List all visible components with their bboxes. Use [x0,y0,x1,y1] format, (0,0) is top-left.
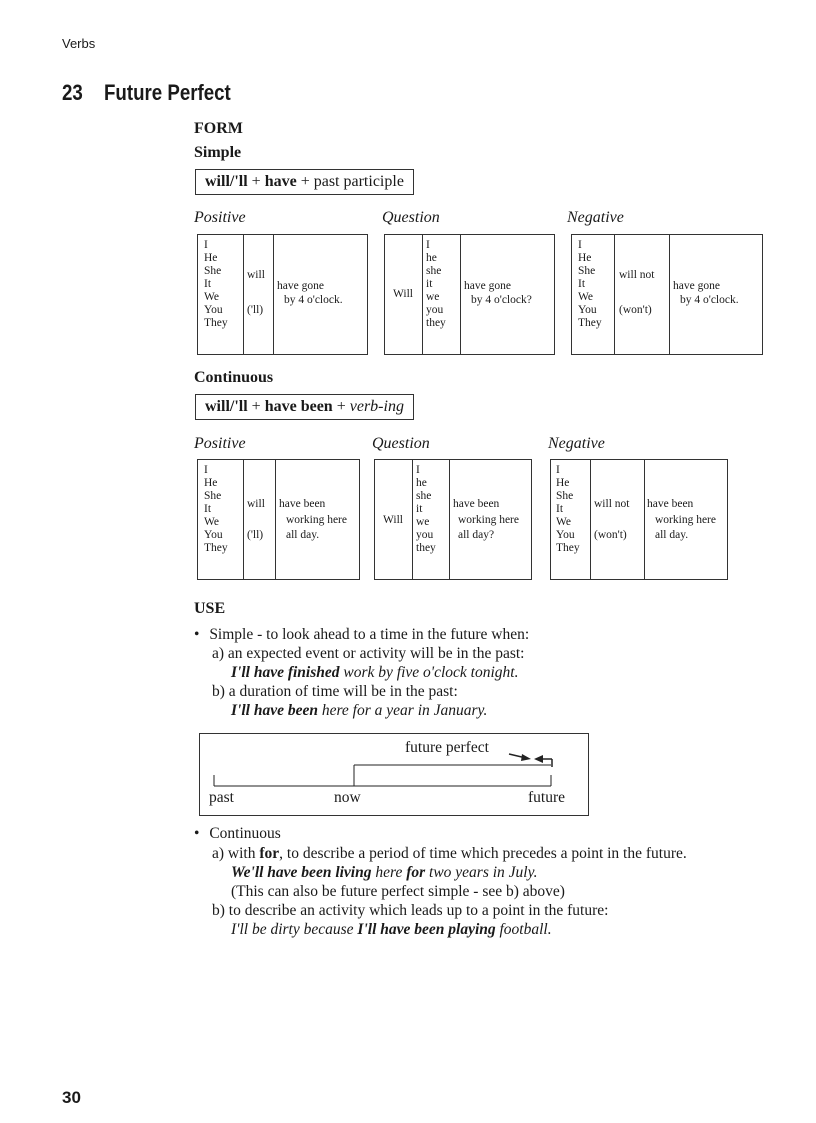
simple-a-example [231,664,518,682]
verb-text: have gone [277,280,324,292]
timeline-past: past [209,789,234,806]
subject-column [412,460,449,579]
subject-list [416,464,436,555]
verb-column [644,460,727,579]
text-bold: for [259,845,280,862]
aux-text: Will [393,288,413,300]
subject-list [204,239,228,330]
subject: they [416,542,436,554]
subject: He [578,252,592,264]
verb-column [273,235,367,354]
subject: It [578,278,586,290]
subject: She [556,490,574,502]
aux-text: will [247,269,265,281]
bullet-icon: • [194,825,200,842]
continuous-positive-table [197,459,360,580]
cont-b-example [231,921,552,939]
subject: We [204,291,220,303]
continuous-positive-caption: Positive [194,435,246,452]
subject: We [578,291,594,303]
subject-list [556,464,580,555]
continuous-negative-caption: Negative [548,435,605,452]
simple-negative-caption: Negative [567,209,624,226]
formula-part: will/'ll [205,173,248,190]
verb-text: all day. [286,529,320,541]
subject: You [204,529,223,541]
subject: he [426,252,437,264]
subject: he [416,477,427,489]
timeline-diagram [199,733,589,816]
example-rest: work by five o'clock tonight. [339,664,519,681]
subject: He [204,477,218,489]
aux-text: Will [383,514,403,526]
verb-text: have been [647,498,694,510]
simple-b-text: b) a duration of time will be in the past: [212,683,458,700]
example-rest: here [371,864,407,881]
subject-list [204,464,228,555]
verb-text: have been [453,498,500,510]
subject: we [416,516,430,528]
verb-column [669,235,762,354]
verb-text: by 4 o'clock. [284,294,343,306]
page-title: Future Perfect [104,80,231,105]
formula-part: + past participle [296,173,404,190]
aux-column [243,460,275,579]
verb-text: all day. [655,529,689,541]
simple-question-caption: Question [382,209,440,226]
formula-part: + [332,398,350,415]
verb-column [460,235,554,354]
aux-column [614,235,669,354]
aux-text: will not [594,498,630,510]
cont-a-text [212,845,687,863]
formula-part: + [247,398,265,415]
subject: We [204,516,220,528]
simple-b-example [231,702,487,720]
simple-positive-caption: Positive [194,209,246,226]
simple-a-text: a) an expected event or activity will be in the past: [212,645,525,662]
subject: They [204,317,228,329]
aux-column [243,235,273,354]
continuous-question-table [374,459,532,580]
timeline-label: future perfect [405,739,489,756]
verb-text: have gone [673,280,720,292]
text-part: , to describe a period of time which precedes a point in the future. [279,845,687,862]
formula-part: have been [264,398,333,415]
verb-column [449,460,531,579]
subject-list [578,239,602,330]
verb-column [275,460,359,579]
subject-column [422,235,460,354]
continuous-negative-table [550,459,728,580]
subject: You [556,529,575,541]
subject: It [204,503,212,515]
subject-list [426,239,446,330]
simple-formula [195,169,414,195]
timeline-future: future [528,789,566,806]
aux-text: ('ll) [247,304,264,316]
simple-heading: Simple [194,144,242,161]
subject: you [416,529,434,541]
cont-b-text: b) to describe an activity which leads up to a point in the future: [212,902,609,919]
subject: She [578,265,596,277]
example-rest: I'll be dirty because [231,921,358,938]
example-rest: football. [495,921,552,938]
subject: You [204,304,223,316]
subject: He [204,252,218,264]
subject: you [426,304,444,316]
aux-text: will [247,498,265,510]
example-bold: I'll have finished [231,664,340,681]
subject: she [416,490,432,502]
subject: they [426,317,446,329]
subject: it [426,278,433,290]
simple-positive-table [197,234,368,355]
subject: He [556,477,570,489]
subject: she [426,265,442,277]
verb-text: working here [458,514,519,526]
subject: You [578,304,597,316]
formula-part: have [264,173,297,190]
subject: I [204,239,208,251]
bullet-text: Simple - to look ahead to a time in the future when: [209,626,530,643]
simple-negative-table [571,234,763,355]
verb-text: by 4 o'clock. [680,294,739,306]
subject: I [578,239,582,251]
aux-text: ('ll) [247,529,264,541]
form-heading: FORM [194,120,243,137]
subject: They [556,542,580,554]
subject: I [426,239,430,251]
bullet-simple [194,626,529,644]
example-bold: I'll have been playing [357,921,496,938]
formula-part: will/'ll [205,398,248,415]
continuous-heading: Continuous [194,369,274,386]
bullet-icon: • [194,626,200,643]
verb-text: by 4 o'clock? [471,294,532,306]
subject: She [204,490,222,502]
verb-text: have gone [464,280,511,292]
subject: We [556,516,572,528]
timeline-now: now [334,789,361,806]
running-head: Verbs [62,36,96,51]
subject: She [204,265,222,277]
unit-number: 23 [62,80,83,105]
aux-text: (won't) [594,529,627,541]
verb-text: all day? [458,529,495,541]
bullet-text: Continuous [209,825,281,842]
bullet-continuous [194,825,281,843]
subject: They [204,542,228,554]
arrow-right-head [521,754,531,761]
example-bold: I'll have been [231,702,318,719]
cont-a-example [231,864,538,882]
text-part: a) with [212,845,260,862]
formula-part: + [247,173,265,190]
subject: it [416,503,423,515]
formula-part: verb-ing [349,398,404,415]
continuous-question-caption: Question [372,435,430,452]
example-rest: two years in July. [425,864,538,881]
subject: we [426,291,440,303]
verb-text: have been [279,498,326,510]
subject: I [556,464,560,476]
aux-text: (won't) [619,304,652,316]
example-bold: for [406,864,426,881]
subject: I [416,464,420,476]
simple-question-table [384,234,555,355]
aux-column [590,460,644,579]
use-heading: USE [194,600,226,617]
verb-text: working here [286,514,347,526]
continuous-formula [195,394,414,420]
aux-text: will not [619,269,655,281]
cont-a-note: (This can also be future perfect simple - see b) above) [231,883,565,900]
page-number: 30 [62,1088,81,1107]
subject: I [204,464,208,476]
example-rest: here for a year in January. [317,702,488,719]
verb-text: working here [655,514,716,526]
subject: It [204,278,212,290]
example-bold: We'll have been living [231,864,372,881]
arrow-left-head [534,755,543,763]
subject: It [556,503,564,515]
subject: They [578,317,602,329]
